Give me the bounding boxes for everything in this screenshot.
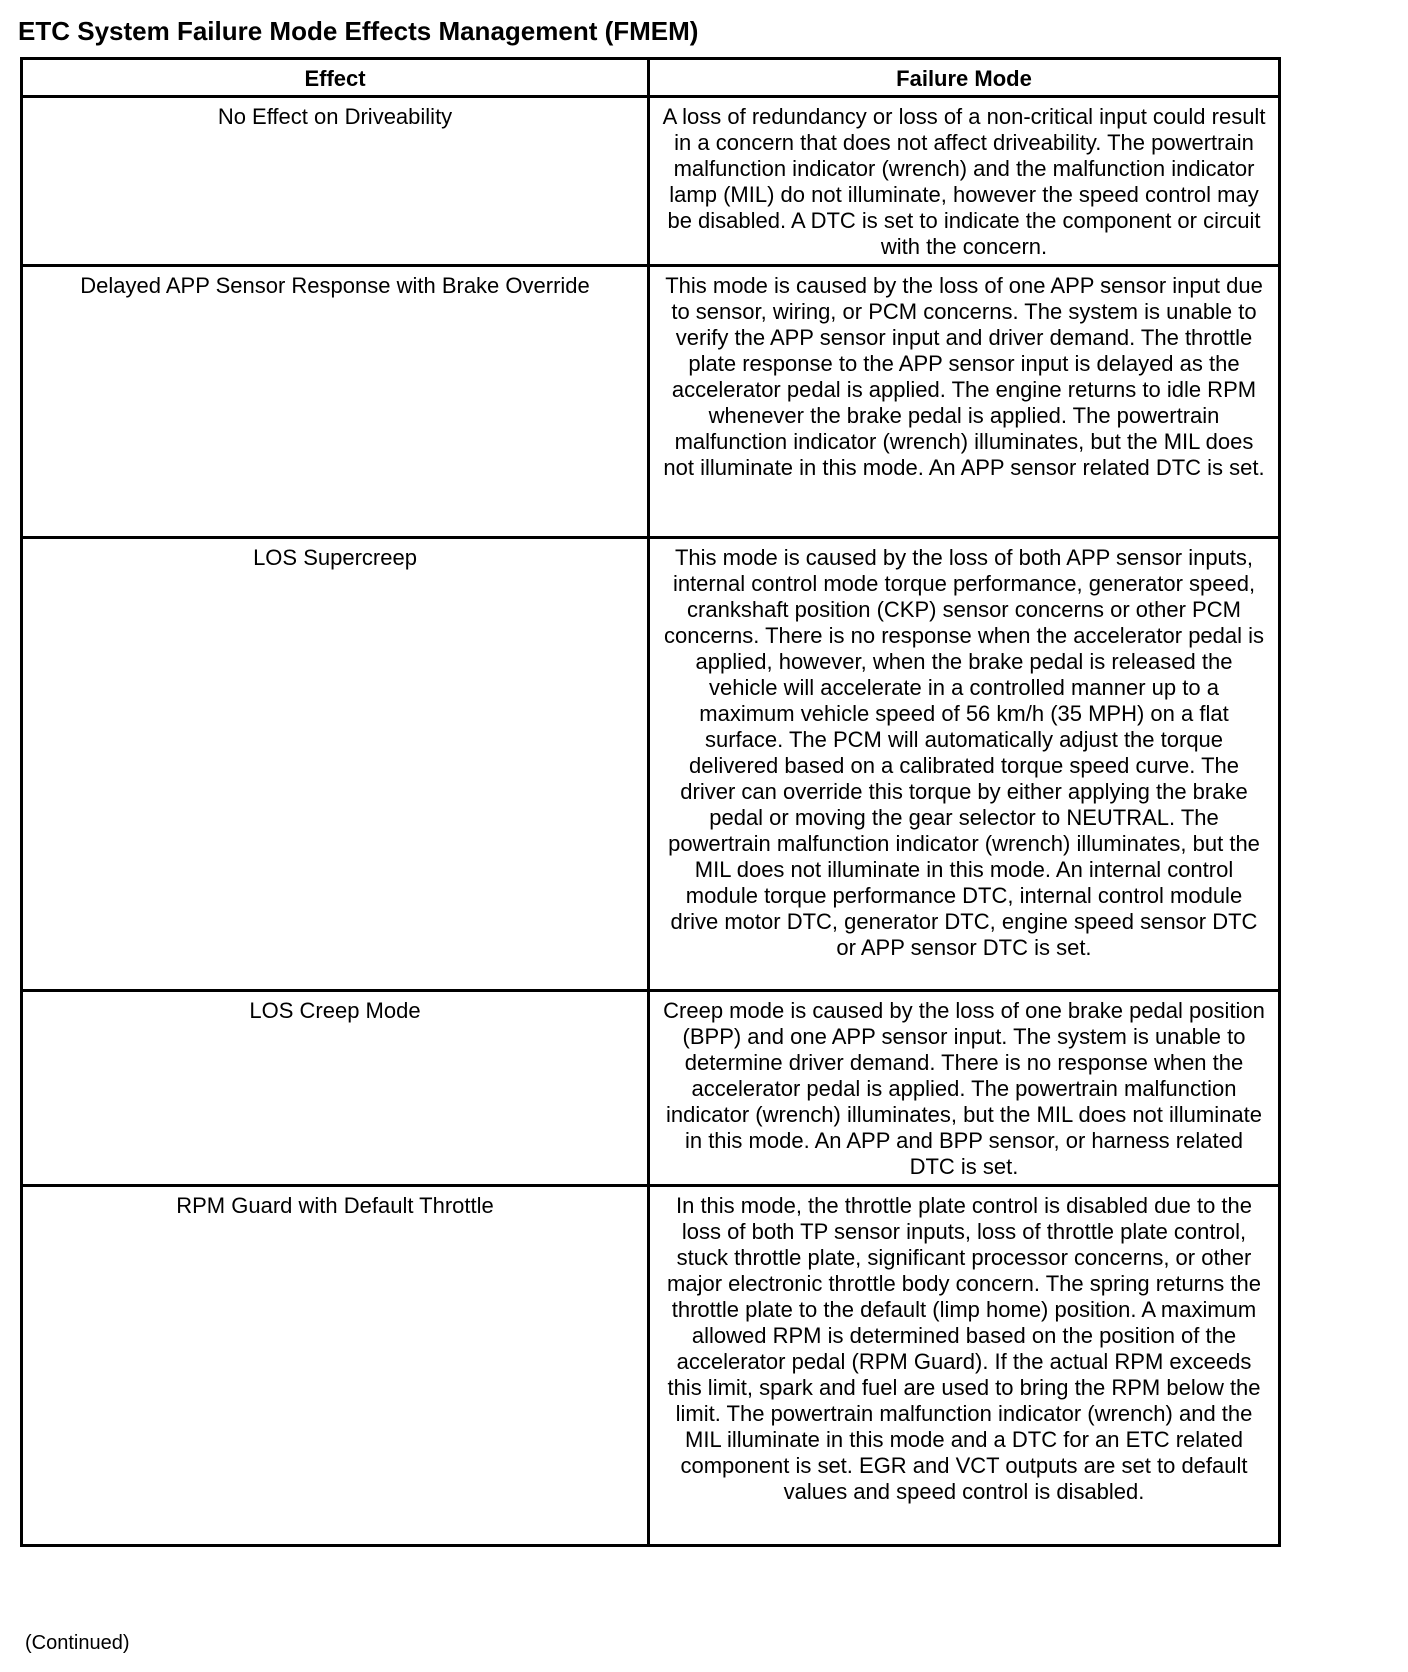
effect-cell: Delayed APP Sensor Response with Brake Override — [22, 266, 649, 538]
effect-cell: RPM Guard with Default Throttle — [22, 1186, 649, 1546]
fmem-table — [20, 57, 1281, 1547]
table-row — [22, 266, 1280, 538]
effect-cell: No Effect on Driveability — [22, 97, 649, 266]
page-title: ETC System Failure Mode Effects Management (FMEM) — [18, 16, 699, 46]
failure-mode-cell: A loss of redundancy or loss of a non-critical input could result in a concern that does not affect driveability. The powertrain malfunction indicator (wrench) and the malfunction indicator lamp (MIL) do not illuminate, however the speed control may be disabled. A DTC is set to indicate the component or circuit with the concern. — [649, 97, 1280, 266]
table-row — [22, 97, 1280, 266]
continued-note: (Continued) — [25, 1632, 130, 1654]
table-row — [22, 538, 1280, 991]
column-header-effect: Effect — [22, 59, 649, 97]
effect-cell: LOS Creep Mode — [22, 991, 649, 1186]
table-row — [22, 1186, 1280, 1546]
table-header-row — [22, 59, 1280, 97]
failure-mode-cell: In this mode, the throttle plate control is disabled due to the loss of both TP sensor inputs, loss of throttle plate control, stuck throttle plate, significant processor concerns, or other major electronic throttle body concern. The spring returns the throttle plate to the default (limp home) position. A maximum allowed RPM is determined based on the position of the accelerator pedal (RPM Guard). If the actual RPM exceeds this limit, spark and fuel are used to bring the RPM below the limit. The powertrain malfunction indicator (wrench) and the MIL illuminate in this mode and a DTC for an ETC related component is set. EGR and VCT outputs are set to default values and speed control is disabled. — [649, 1186, 1280, 1546]
column-header-failure-mode: Failure Mode — [649, 59, 1280, 97]
failure-mode-cell: This mode is caused by the loss of one APP sensor input due to sensor, wiring, or PCM concerns. The system is unable to verify the APP sensor input and driver demand. The throttle plate response to the APP sensor input is delayed as the accelerator pedal is applied. The engine returns to idle RPM whenever the brake pedal is applied. The powertrain malfunction indicator (wrench) illuminates, but the MIL does not illuminate in this mode. An APP sensor related DTC is set. — [649, 266, 1280, 538]
table-row — [22, 991, 1280, 1186]
failure-mode-cell: This mode is caused by the loss of both APP sensor inputs, internal control mode torque performance, generator speed, crankshaft position (CKP) sensor concerns or other PCM concerns. There is no response when the accelerator pedal is applied, however, when the brake pedal is released the vehicle will accelerate in a controlled manner up to a maximum vehicle speed of 56 km/h (35 MPH) on a flat surface. The PCM will automatically adjust the torque delivered based on a calibrated torque speed curve. The driver can override this torque by either applying the brake pedal or moving the gear selector to NEUTRAL. The powertrain malfunction indicator (wrench) illuminates, but the MIL does not illuminate in this mode. An internal control module torque performance DTC, internal control module drive motor DTC, generator DTC, engine speed sensor DTC or APP sensor DTC is set. — [649, 538, 1280, 991]
effect-cell: LOS Supercreep — [22, 538, 649, 991]
failure-mode-cell: Creep mode is caused by the loss of one brake pedal position (BPP) and one APP sensor input. The system is unable to determine driver demand. There is no response when the accelerator pedal is applied. The powertrain malfunction indicator (wrench) illuminates, but the MIL does not illuminate in this mode. An APP and BPP sensor, or harness related DTC is set. — [649, 991, 1280, 1186]
